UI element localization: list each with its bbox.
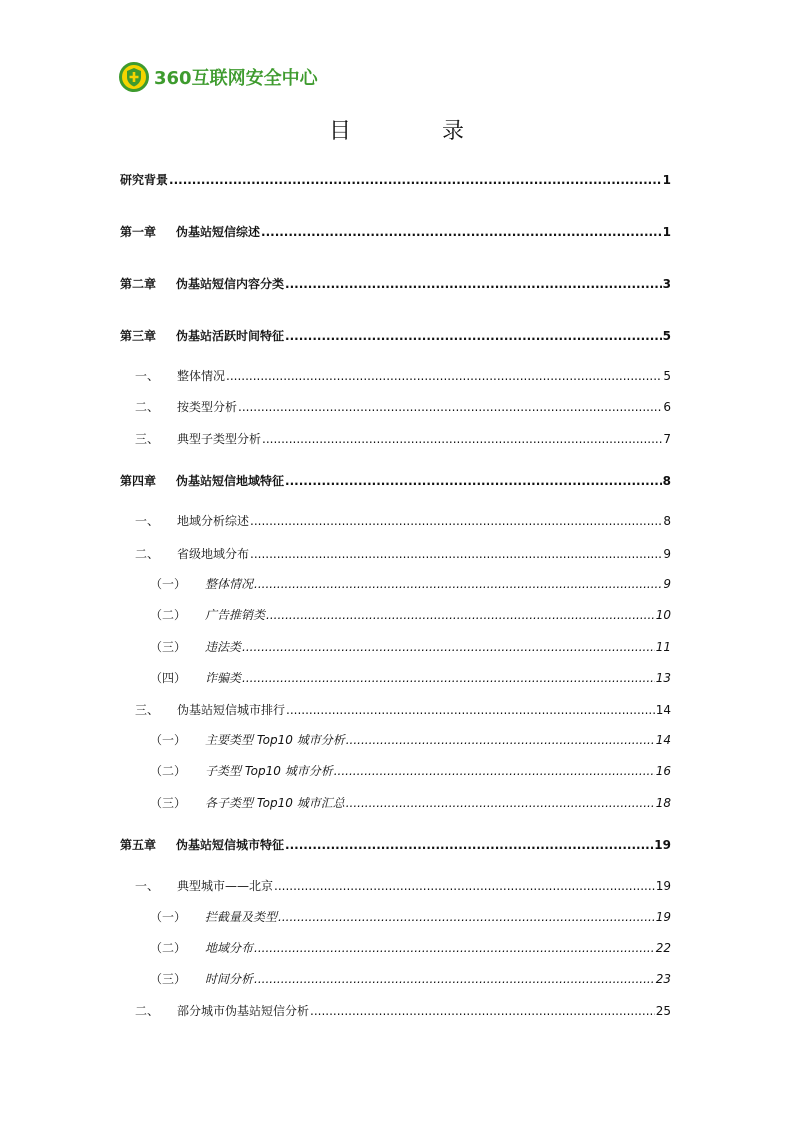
toc-entry-page: 5 <box>663 369 671 383</box>
toc-entry-title: 整体情况 <box>205 577 254 591</box>
toc-entry[interactable] <box>120 972 671 986</box>
toc-entry-number: 一、 <box>135 879 160 893</box>
toc-entry-page: 6 <box>663 400 671 414</box>
toc-entry-number: 二、 <box>135 1004 160 1018</box>
toc-leader-dots <box>226 369 662 383</box>
toc-entry-number: 三、 <box>135 703 160 717</box>
toc-leader-dots <box>346 733 655 747</box>
toc-entry-number: 第四章 <box>120 474 157 488</box>
toc-leader-dots <box>286 703 655 717</box>
toc-entry-page: 19 <box>655 910 671 924</box>
toc-entry-title: 伪基站短信综述 <box>176 225 261 239</box>
toc-leader-dots <box>254 941 655 955</box>
toc-leader-dots <box>285 277 662 291</box>
toc-entry-page: 23 <box>655 972 671 986</box>
toc-entry-title: 研究背景 <box>120 173 169 187</box>
toc-entry-title: 地域分布 <box>205 941 254 955</box>
toc-entry-number: 三、 <box>135 432 160 446</box>
toc-entry[interactable] <box>120 277 671 291</box>
toc-leader-dots <box>262 432 662 446</box>
toc-leader-dots <box>285 329 662 343</box>
toc-entry-page: 7 <box>663 432 671 446</box>
toc-entry[interactable] <box>120 796 671 810</box>
toc-entry[interactable] <box>120 608 671 622</box>
toc-entry[interactable] <box>120 671 671 685</box>
toc-entry[interactable] <box>120 640 671 654</box>
toc-entry-number: （二） <box>150 764 187 778</box>
toc-entry-page: 3 <box>662 277 671 291</box>
toc-entry-number: 第五章 <box>120 838 157 852</box>
toc-entry-title: 伪基站活跃时间特征 <box>176 329 285 343</box>
toc-entry-number: 一、 <box>135 514 160 528</box>
toc-entry-page: 11 <box>655 640 671 654</box>
toc-entry-page: 25 <box>655 1004 671 1018</box>
toc-entry-number: 二、 <box>135 547 160 561</box>
toc-entry-page: 8 <box>662 474 671 488</box>
toc-entry-title: 整体情况 <box>177 369 226 383</box>
header-logo <box>119 62 318 92</box>
toc-entry-title: 典型城市——北京 <box>177 879 274 893</box>
toc-leader-dots <box>242 640 655 654</box>
toc-leader-dots <box>285 474 662 488</box>
toc-entry[interactable] <box>120 577 671 591</box>
toc-leader-dots <box>346 796 655 810</box>
toc-leader-dots <box>250 514 662 528</box>
toc-entry[interactable] <box>120 941 671 955</box>
toc-entry-title: 伪基站短信城市特征 <box>176 838 285 852</box>
toc-leader-dots <box>242 671 655 685</box>
toc-entry-page: 1 <box>662 225 671 239</box>
toc-leader-dots <box>310 1004 655 1018</box>
toc-entry-title: 地域分析综述 <box>177 514 250 528</box>
toc-entry-page: 14 <box>655 703 671 717</box>
toc-entry-page: 10 <box>655 608 671 622</box>
toc-entry-title: 诈骗类 <box>205 671 242 685</box>
toc-entry-page: 19 <box>654 838 671 852</box>
toc-entry-number: （三） <box>150 796 187 810</box>
toc-entry-title: 广告推销类 <box>205 608 266 622</box>
toc-entry-number: 二、 <box>135 400 160 414</box>
toc-leader-dots <box>266 608 655 622</box>
toc-entry-title: 伪基站短信内容分类 <box>176 277 285 291</box>
toc-entry[interactable] <box>120 329 671 343</box>
toc-entry[interactable] <box>120 547 671 561</box>
toc-entry-title: 省级地域分布 <box>177 547 250 561</box>
toc-entry-page: 19 <box>655 879 671 893</box>
toc-entry-number: （三） <box>150 640 187 654</box>
toc-entry-page: 16 <box>655 764 671 778</box>
toc-entry[interactable] <box>120 1004 671 1018</box>
toc-entry-page: 22 <box>655 941 671 955</box>
toc-entry[interactable] <box>120 432 671 446</box>
toc-entry-title: 主要类型 Top10 城市分析 <box>205 733 345 747</box>
toc-leader-dots <box>254 577 662 591</box>
toc-entry[interactable] <box>120 400 671 414</box>
toc-entry-number: （四） <box>150 671 187 685</box>
toc-entry-number: （一） <box>150 910 187 924</box>
toc-entry-title: 各子类型 Top10 城市汇总 <box>205 796 345 810</box>
shield-logo-icon <box>119 62 149 92</box>
toc-leader-dots <box>274 879 655 893</box>
toc-entry-page: 18 <box>655 796 671 810</box>
toc-entry-number: （一） <box>150 577 187 591</box>
toc-entry-page: 13 <box>655 671 671 685</box>
page-title: 目 录 <box>329 119 506 144</box>
toc-entry[interactable] <box>120 838 671 852</box>
toc-entry-page: 1 <box>662 173 671 187</box>
toc-entry-title: 拦截量及类型 <box>205 910 278 924</box>
toc-entry-title: 时间分析 <box>205 972 254 986</box>
toc-entry[interactable] <box>120 879 671 893</box>
toc-entry-page: 9 <box>663 547 671 561</box>
toc-entry-number: 一、 <box>135 369 160 383</box>
toc-entry-number: 第三章 <box>120 329 157 343</box>
toc-entry[interactable] <box>120 764 671 778</box>
toc-entry-title: 违法类 <box>205 640 242 654</box>
toc-entry[interactable] <box>120 514 671 528</box>
toc-entry-title: 伪基站短信地域特征 <box>176 474 285 488</box>
logo-text: 360互联网安全中心 <box>154 68 318 89</box>
toc-entry[interactable] <box>120 474 671 488</box>
toc-leader-dots <box>278 910 655 924</box>
toc-entry-page: 14 <box>655 733 671 747</box>
toc-entry-number: （一） <box>150 733 187 747</box>
toc-entry[interactable] <box>120 369 671 383</box>
toc-entry[interactable] <box>120 173 671 187</box>
toc-entry[interactable] <box>120 910 671 924</box>
toc-entry-number: （二） <box>150 941 187 955</box>
toc-entry-number: 第一章 <box>120 225 157 239</box>
toc-leader-dots <box>250 547 662 561</box>
toc-entry-number: （二） <box>150 608 187 622</box>
toc-leader-dots <box>261 225 662 239</box>
toc-entry-title: 子类型 Top10 城市分析 <box>205 764 333 778</box>
toc-entry-number: （三） <box>150 972 187 986</box>
toc-leader-dots <box>285 838 653 852</box>
toc-entry-title: 伪基站短信城市排行 <box>177 703 286 717</box>
toc-leader-dots <box>169 173 662 187</box>
toc-entry-title: 部分城市伪基站短信分析 <box>177 1004 310 1018</box>
toc-entry[interactable] <box>120 703 671 717</box>
toc-entry[interactable] <box>120 733 671 747</box>
toc-leader-dots <box>334 764 655 778</box>
toc-entry-title: 按类型分析 <box>177 400 238 414</box>
toc-entry[interactable] <box>120 225 671 239</box>
toc-entry-title: 典型子类型分析 <box>177 432 262 446</box>
toc-entry-page: 9 <box>663 577 671 591</box>
toc-leader-dots <box>254 972 655 986</box>
toc-entry-page: 8 <box>663 514 671 528</box>
toc-entry-page: 5 <box>662 329 671 343</box>
toc-entry-number: 第二章 <box>120 277 157 291</box>
toc-leader-dots <box>238 400 662 414</box>
